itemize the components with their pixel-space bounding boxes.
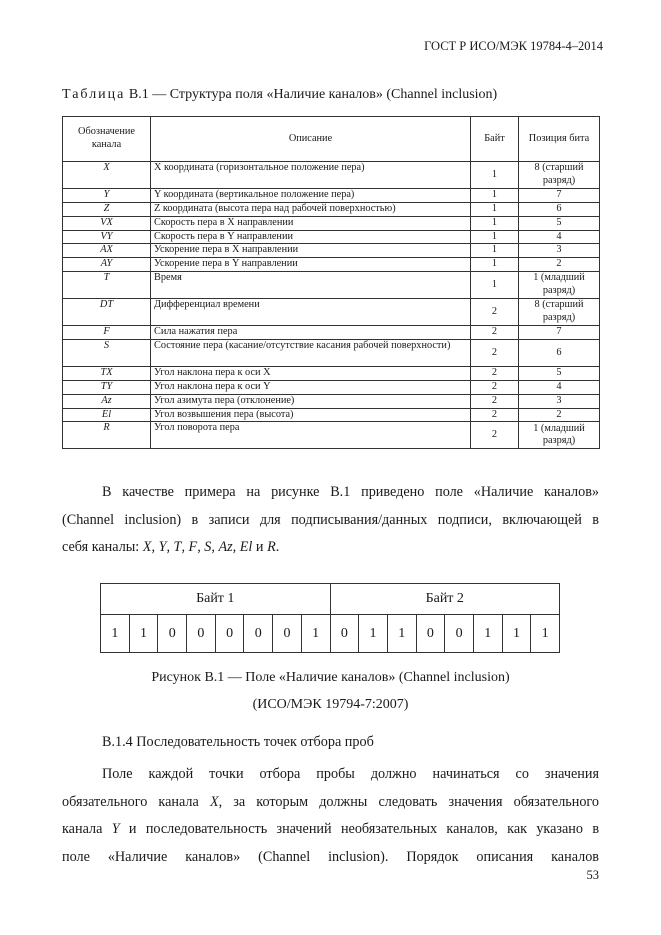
table-row — [63, 162, 600, 189]
channel-designation: X — [63, 162, 151, 189]
channel-bit-position: 1 (младший разряд) — [519, 422, 600, 449]
channel-byte: 1 — [471, 202, 519, 216]
figure-source: (ИСО/МЭК 19794-7:2007) — [252, 697, 409, 712]
table-row — [63, 340, 600, 367]
channel-description: Угол поворота пера — [151, 422, 471, 449]
bit-cell: 0 — [187, 615, 216, 653]
channel-byte: 2 — [471, 299, 519, 326]
channel-designation: F — [63, 326, 151, 340]
table-caption-text: — Структура поля «Наличие каналов» (Channel inclusion) — [152, 87, 498, 102]
table-row — [63, 299, 600, 326]
channel-symbol: F — [188, 539, 198, 555]
channel-description: Дифференциал времени — [151, 299, 471, 326]
table-caption-number: В.1 — [128, 87, 149, 102]
table-row — [63, 326, 600, 340]
channel-bit-position: 4 — [519, 380, 600, 394]
table-caption-label: Таблица — [62, 87, 126, 102]
channel-byte: 1 — [471, 272, 519, 299]
channel-inclusion-figure — [100, 583, 560, 653]
channel-bit-position: 5 — [519, 216, 600, 230]
table-row — [63, 394, 600, 408]
bit-cell: 1 — [502, 615, 531, 653]
paragraph-line — [62, 789, 599, 817]
table-row — [63, 367, 600, 381]
channel-designation: TY — [63, 380, 151, 394]
table-row — [63, 189, 600, 203]
section-heading — [62, 729, 599, 757]
header-bit-position: Позиция бита — [519, 117, 600, 162]
channel-description: Угол наклона пера к оси X — [151, 367, 471, 381]
channel-bit-position: 3 — [519, 244, 600, 258]
table-row — [63, 244, 600, 258]
figure-caption: Рисунок В.1 — Поле «Наличие каналов» (Channel inclusion) — [151, 670, 510, 685]
section-heading-text: В.1.4 Последовательность точек отбора проб — [102, 734, 374, 750]
paragraph-text: В качестве примера на рисунке В.1 приведено поле «Наличие каналов» — [102, 484, 599, 500]
channel-byte: 2 — [471, 408, 519, 422]
paragraph-text: , за которым должны следовать значения обязательного — [218, 793, 599, 810]
paragraph-sample-points — [62, 761, 599, 871]
channel-description: Скорость пера в Y направлении — [151, 230, 471, 244]
bit-cell: 1 — [387, 615, 416, 653]
paragraph-text: обязательного канала — [62, 793, 199, 810]
paragraph-line: поле «Наличие каналов» (Channel inclusion). Порядок описания каналов — [62, 848, 599, 865]
page-number: 53 — [586, 868, 599, 882]
channel-bit-position: 5 — [519, 367, 600, 381]
channel-description: Ускорение пера в Y направлении — [151, 258, 471, 272]
channel-bit-position: 1 (младший разряд) — [519, 272, 600, 299]
table-row — [63, 258, 600, 272]
channel-symbol: X — [209, 793, 219, 810]
table-row — [63, 216, 600, 230]
channel-byte: 1 — [471, 189, 519, 203]
channel-designation: AX — [63, 244, 151, 258]
channel-designation: DT — [63, 299, 151, 326]
table-row — [63, 408, 600, 422]
channel-symbol: El — [239, 539, 253, 555]
channel-description: Состояние пера (касание/отсутствие касания рабочей поверхности) — [151, 340, 471, 367]
channel-byte: 1 — [471, 216, 519, 230]
channel-designation: R — [63, 422, 151, 449]
channel-bit-position: 7 — [519, 189, 600, 203]
channel-description: Угол наклона пера к оси Y — [151, 380, 471, 394]
channel-symbol: Az — [218, 539, 233, 555]
paragraph-text: и последовательность значений необязательных каналов, как указано в — [128, 821, 600, 837]
table-row — [63, 202, 600, 216]
paragraph-line: себя каналы: X, Y, T, F, S, Az, El и R. — [62, 539, 280, 555]
table-row — [63, 272, 600, 299]
bit-cell: 1 — [473, 615, 502, 653]
table-caption — [62, 87, 497, 103]
channel-structure-table — [62, 116, 600, 449]
channel-byte: 2 — [471, 367, 519, 381]
channel-bit-position: 3 — [519, 394, 600, 408]
paragraph-text: . — [275, 539, 280, 555]
channel-designation: VY — [63, 230, 151, 244]
bit-cell: 1 — [531, 615, 560, 653]
paragraph-line: (Channel inclusion) в записи для подписывания/данных подписи, включающей в — [62, 511, 599, 528]
table-body — [63, 162, 600, 449]
paragraph-text: канала — [62, 821, 103, 837]
channel-symbol: R — [267, 539, 276, 555]
channel-designation: Y — [63, 189, 151, 203]
table-row — [63, 380, 600, 394]
bit-cell: 0 — [158, 615, 187, 653]
channel-designation: El — [63, 408, 151, 422]
channel-designation: Z — [63, 202, 151, 216]
header-description: Описание — [151, 117, 471, 162]
bit-cell: 0 — [273, 615, 302, 653]
bit-cell: 0 — [244, 615, 273, 653]
channel-symbol: X — [142, 539, 152, 555]
channel-byte: 1 — [471, 244, 519, 258]
header-byte: Байт — [471, 117, 519, 162]
bit-cell: 1 — [301, 615, 330, 653]
bits-row — [101, 615, 560, 653]
channel-designation: TX — [63, 367, 151, 381]
table-row — [63, 422, 600, 449]
channel-bit-position: 8 (старший разряд) — [519, 299, 600, 326]
channel-description: Сила нажатия пера — [151, 326, 471, 340]
bit-cell: 0 — [330, 615, 359, 653]
channel-designation: T — [63, 272, 151, 299]
paragraph-text: Поле каждой точки отбора пробы должно начинаться со значения — [102, 766, 599, 782]
bit-cell: 1 — [359, 615, 388, 653]
channel-designation: Az — [63, 394, 151, 408]
channel-byte: 1 — [471, 162, 519, 189]
channel-description: Время — [151, 272, 471, 299]
byte-2-label: Байт 2 — [330, 584, 560, 615]
header-designation: Обозначение канала — [63, 117, 151, 162]
channel-bit-position: 6 — [519, 340, 600, 367]
paragraph-line — [62, 816, 599, 844]
paragraph-line — [62, 479, 599, 507]
channel-description: Z координата (высота пера над рабочей поверхностью) — [151, 202, 471, 216]
paragraph-example — [62, 479, 599, 562]
channel-byte: 1 — [471, 230, 519, 244]
channel-bit-position: 7 — [519, 326, 600, 340]
channel-bit-position: 6 — [519, 202, 600, 216]
channel-description: Y координата (вертикальное положение пера) — [151, 189, 471, 203]
channel-byte: 2 — [471, 422, 519, 449]
channel-description: Х координата (горизонтальное положение пера) — [151, 162, 471, 189]
channel-byte: 2 — [471, 394, 519, 408]
paragraph-line — [62, 761, 599, 789]
bit-cell: 0 — [416, 615, 445, 653]
channel-designation: VX — [63, 216, 151, 230]
channel-byte: 2 — [471, 340, 519, 367]
channel-bit-position: 2 — [519, 408, 600, 422]
channel-designation: S — [63, 340, 151, 367]
byte-1-label: Байт 1 — [101, 584, 331, 615]
table-row — [63, 230, 600, 244]
channel-bit-position: 4 — [519, 230, 600, 244]
channel-byte: 2 — [471, 380, 519, 394]
channel-bit-position: 2 — [519, 258, 600, 272]
channel-symbol: Y — [111, 821, 120, 837]
bit-cell: 0 — [215, 615, 244, 653]
channel-description: Угол возвышения пера (высота) — [151, 408, 471, 422]
channel-bit-position: 8 (старший разряд) — [519, 162, 600, 189]
paragraph-text: себя каналы: — [62, 539, 140, 555]
channel-symbol: S — [204, 539, 212, 555]
paragraph-text: и — [255, 539, 264, 555]
document-header: ГОСТ Р ИСО/МЭК 19784-4–2014 — [424, 39, 603, 53]
channel-description: Угол азимута пера (отклонение) — [151, 394, 471, 408]
channel-symbol: Y — [158, 539, 167, 555]
channel-byte: 2 — [471, 326, 519, 340]
bit-cell: 1 — [129, 615, 158, 653]
bit-cell: 1 — [101, 615, 130, 653]
bit-cell: 0 — [445, 615, 474, 653]
channel-symbol: T — [173, 539, 182, 555]
channel-description: Скорость пера в X направлении — [151, 216, 471, 230]
channel-byte: 1 — [471, 258, 519, 272]
channel-description: Ускорение пера в X направлении — [151, 244, 471, 258]
channel-designation: AY — [63, 258, 151, 272]
